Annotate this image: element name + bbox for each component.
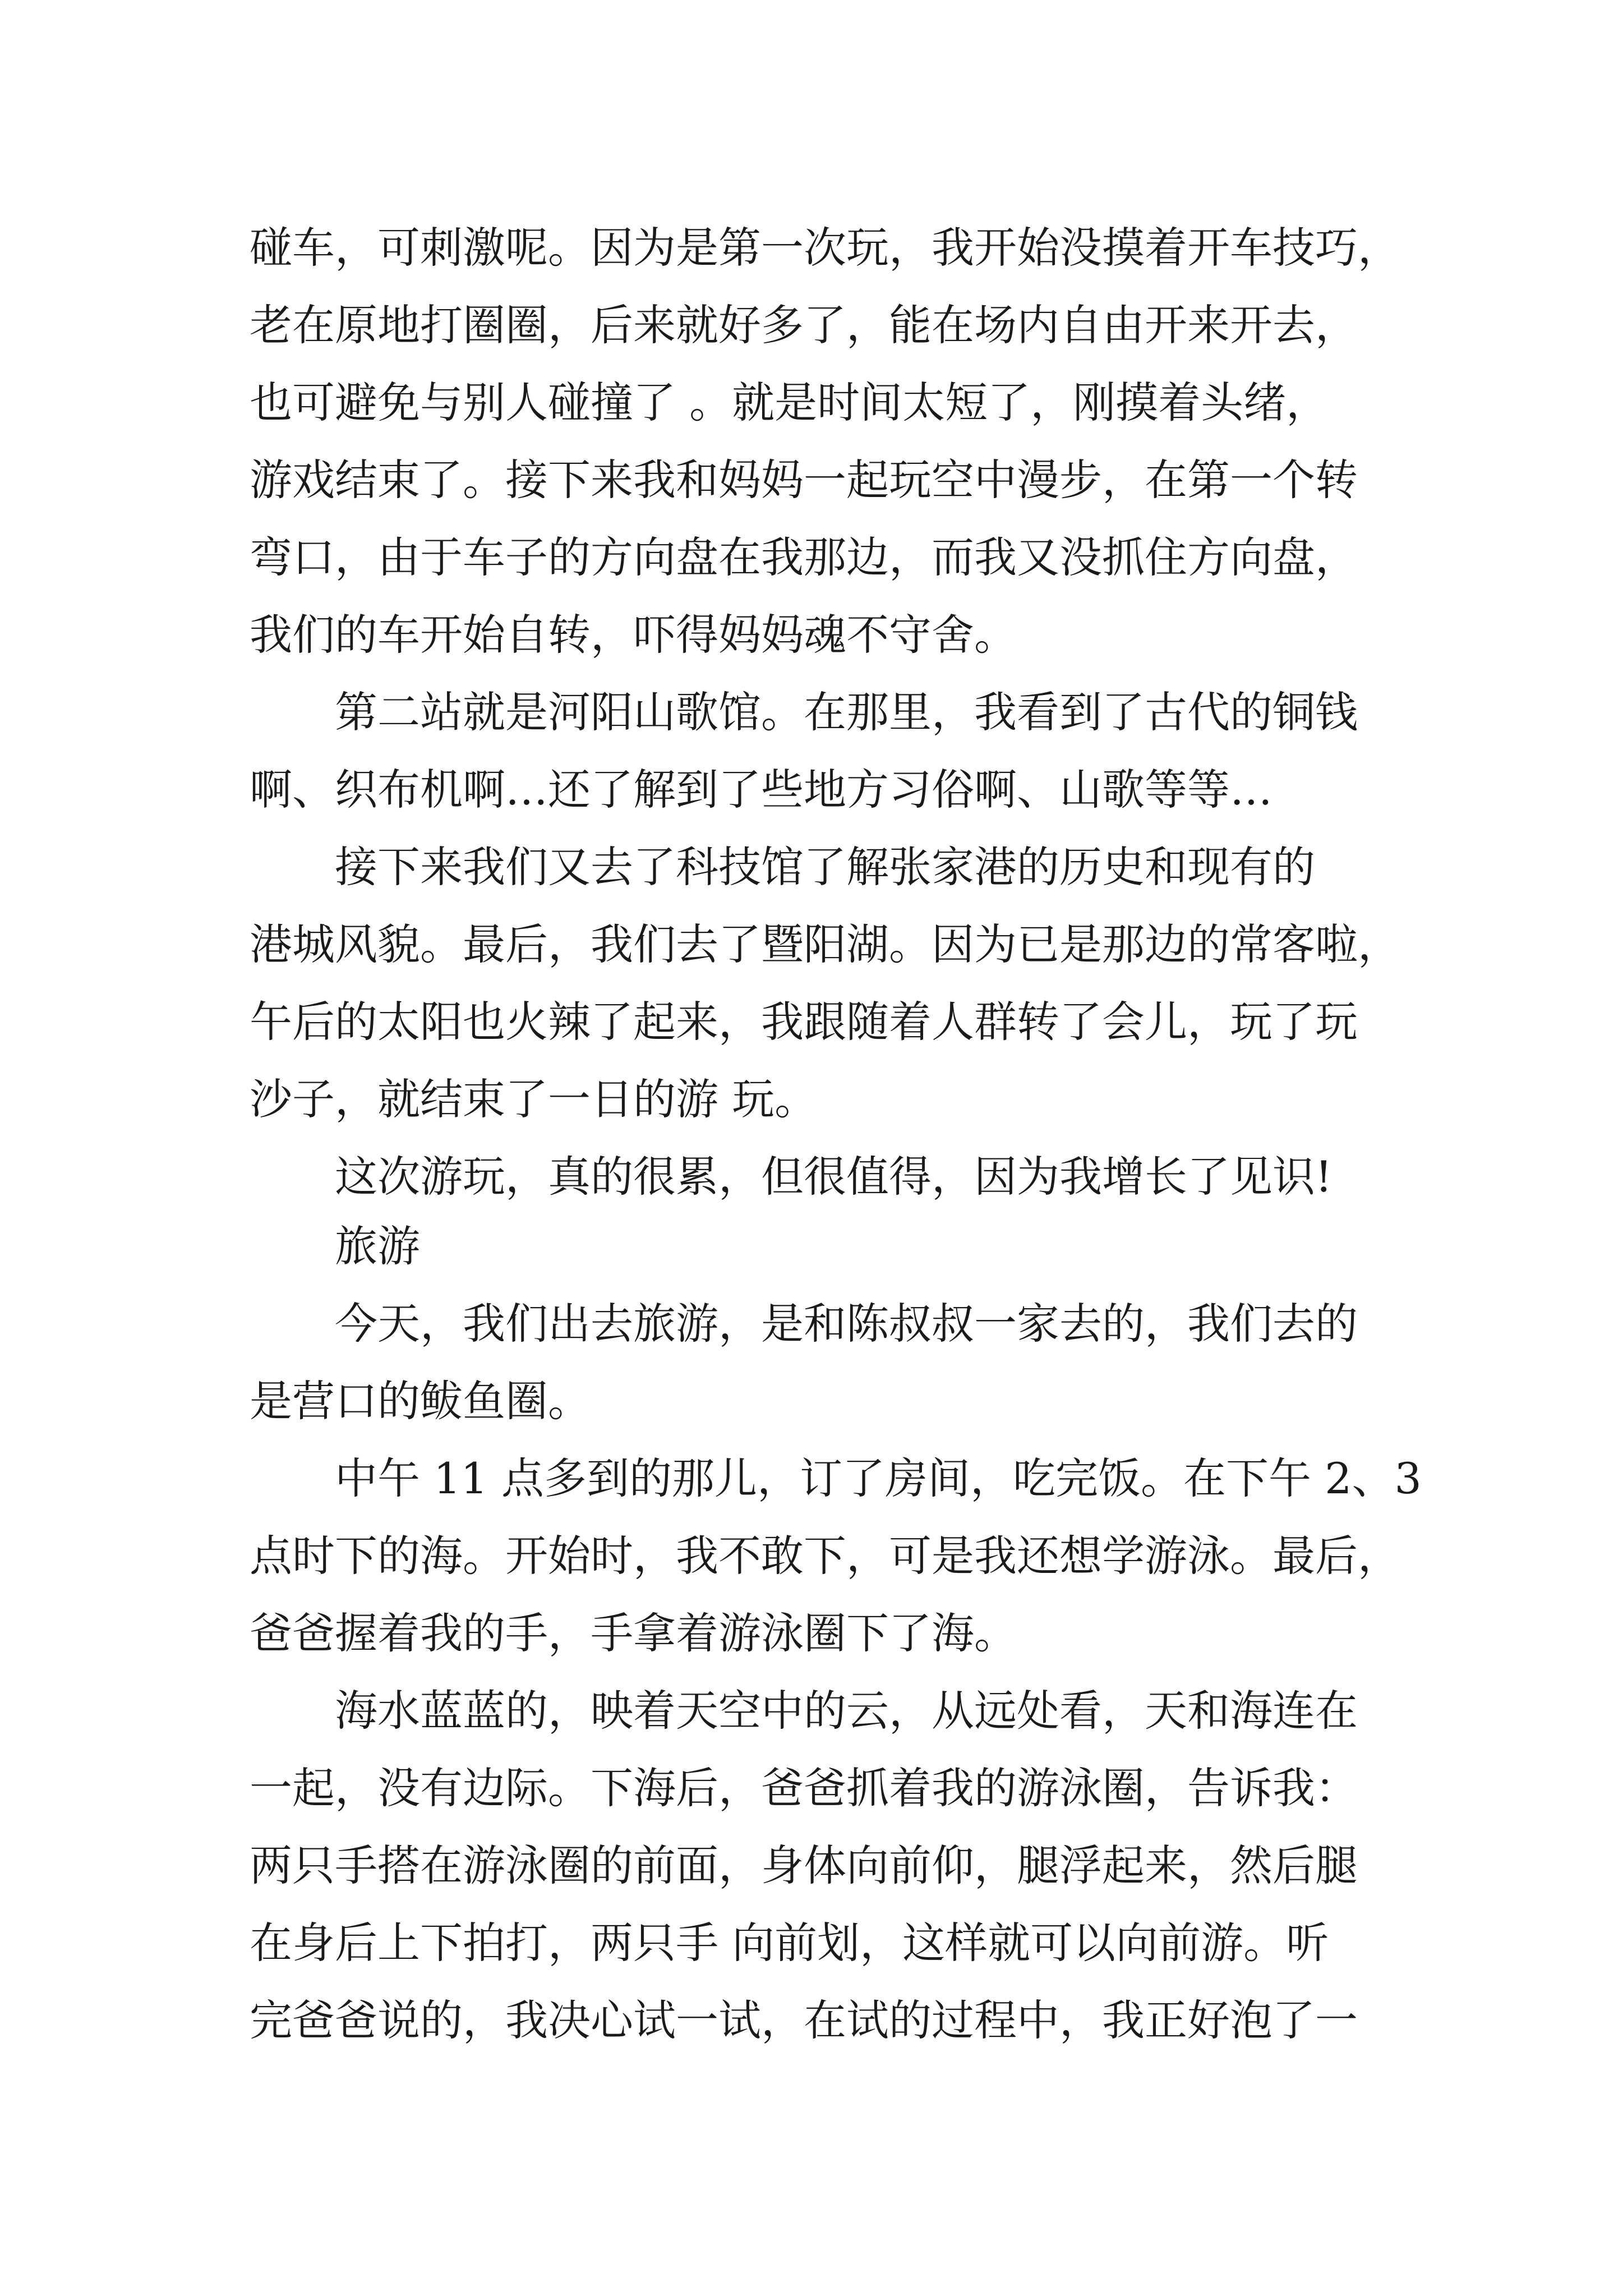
section-title: 旅游	[335, 1221, 420, 1271]
body-text-line: 点时下的海。开始时，我不敢下，可是我还想学游泳。最后，	[250, 1531, 1400, 1581]
paragraph-first-line: 接下来我们又去了科技馆了解张家港的历史和现有的	[335, 842, 1315, 892]
paragraph-first-line: 中午 11 点多到的那儿，订了房间，吃完饭。在下午 2、3	[335, 1453, 1422, 1503]
body-text-line: 我们的车开始自转，吓得妈妈魂不守舍。	[250, 610, 1017, 660]
body-text-line: 午后的太阳也火辣了起来，我跟随着人群转了会儿，玩了玩	[250, 997, 1358, 1047]
body-text-line: 一起，没有边际。下海后，爸爸抓着我的游泳圈，告诉我：	[250, 1763, 1358, 1813]
body-text-line: 弯口，由于车子的方向盘在我那边，而我又没抓住方向盘，	[250, 532, 1358, 582]
body-text-line: 爸爸握着我的手，手拿着游泳圈下了海。	[250, 1608, 1017, 1658]
paragraph-first-line: 海水蓝蓝的，映着天空中的云，从远处看，天和海连在	[335, 1686, 1358, 1736]
body-text-line: 完爸爸说的，我决心试一试，在试的过程中，我正好泡了一	[250, 1995, 1358, 2045]
paragraph-first-line: 第二站就是河阳山歌馆。在那里，我看到了古代的铜钱	[335, 687, 1358, 737]
body-text-line: 老在原地打圈圈，后来就好多了，能在场内自由开来开去，	[250, 300, 1358, 350]
paragraph-first-line: 这次游玩，真的很累，但很值得，因为我增长了见识!	[335, 1152, 1332, 1202]
paragraph-first-line: 今天，我们出去旅游，是和陈叔叔一家去的，我们去的	[335, 1299, 1358, 1349]
body-text-line: 游戏结束了。接下来我和妈妈一起玩空中漫步，在第一个转	[250, 455, 1358, 505]
body-text-line: 是营口的鲅鱼圈。	[250, 1376, 591, 1426]
body-text-line: 碰车，可刺激呢。因为是第一次玩，我开始没摸着开车技巧，	[250, 223, 1400, 273]
body-text-line: 也可避免与别人碰撞了 。就是时间太短了，刚摸着头绪，	[250, 378, 1329, 427]
body-text-line: 沙子，就结束了一日的游 玩。	[250, 1074, 818, 1124]
body-text-line: 在身后上下拍打，两只手 向前划，这样就可以向前游。听	[250, 1918, 1329, 1968]
body-text-line: 两只手搭在游泳圈的前面，身体向前仰，腿浮起来，然后腿	[250, 1841, 1358, 1890]
body-text-line: 啊、织布机啊…还了解到了些地方习俗啊、山歌等等…	[250, 765, 1272, 815]
body-text-line: 港城风貌。最后，我们去了暨阳湖。因为已是那边的常客啦，	[250, 919, 1400, 969]
